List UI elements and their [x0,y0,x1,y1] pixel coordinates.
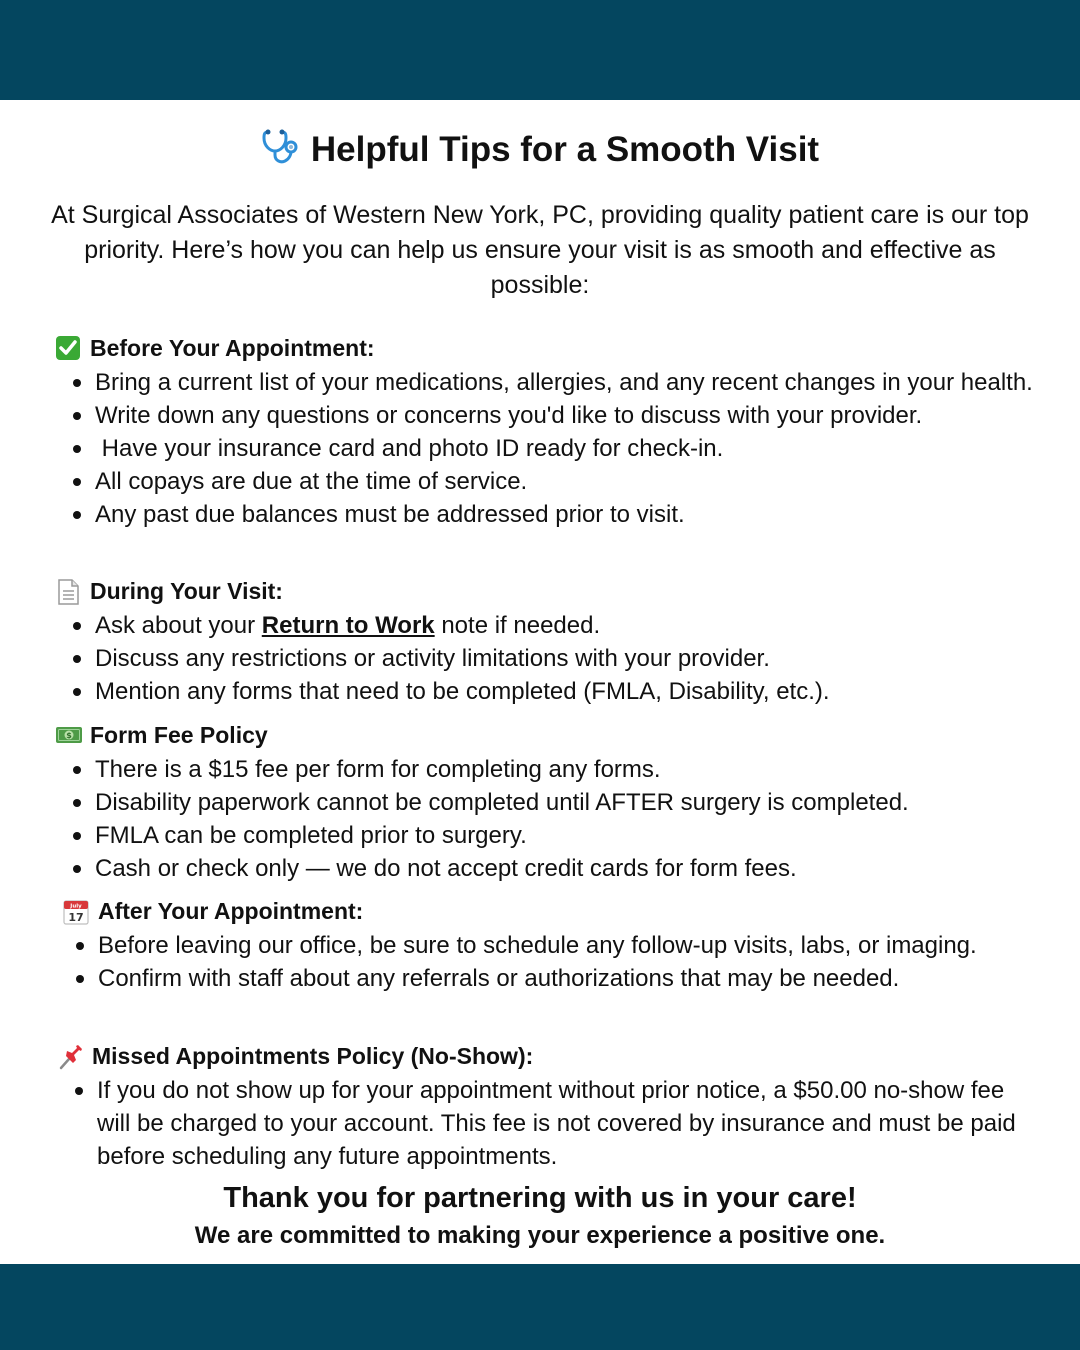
list-item: FMLA can be completed prior to surgery. [95,819,1080,852]
top-banner [0,0,1080,100]
list-item: Cash or check only — we do not accept credit cards for form fees. [95,852,1080,885]
list-item: Before leaving our office, be sure to schedule any follow-up visits, labs, or imaging. [98,929,1080,962]
after-list [98,929,1080,995]
thank-you-subheading: We are committed to making your experience a positive one. [194,1222,886,1249]
section-heading [0,576,1080,606]
list-item [95,609,1080,642]
dollar-bill-icon [55,723,81,747]
intro-paragraph: At Surgical Associates of Western New York, PC, providing quality patient care is our top priority. Here’s how you can help us ensure your visit is as smooth and effective as possible: [51,201,1029,299]
noshow-list [97,1074,1080,1173]
list-item: If you do not show up for your appointment without prior notice, a $50.00 no-show fee will be charged to your account. This fee is not covered by insurance and must be paid before scheduling any future appointments. [97,1074,1080,1173]
section-heading [0,896,1080,926]
calendar-icon [63,899,89,923]
check-mark-icon [55,336,81,360]
list-item: Any past due balances must be addressed prior to visit. [95,498,1080,531]
list-item: Bring a current list of your medications, allergies, and any recent changes in your health. [95,366,1080,399]
before-list [95,366,1080,531]
thank-you-heading: Thank you for partnering with us in your care! [223,1182,857,1214]
stethoscope-icon [261,129,299,176]
item-text: Ask about your [95,612,262,639]
section-during-visit [0,576,1080,708]
page-title [0,128,1080,176]
list-item: Mention any forms that need to be completed (FMLA, Disability, etc.). [95,675,1080,708]
document-icon [57,579,83,603]
pushpin-icon [57,1044,83,1068]
return-to-work-link[interactable]: Return to Work [261,612,435,639]
heading-during-visit: During Your Visit: [90,578,283,604]
calendar-day: 17 [68,911,84,924]
fees-list [95,753,1080,885]
bottom-banner [0,1264,1080,1350]
section-no-show-policy [0,1041,1080,1173]
heading-after-appointment: After Your Appointment: [98,898,364,924]
list-item: Have your insurance card and photo ID ready for check-in. [95,432,1080,465]
list-item: There is a $15 fee per form for completing any forms. [95,753,1080,786]
list-item: Discuss any restrictions or activity limitations with your provider. [95,642,1080,675]
heading-no-show-policy: Missed Appointments Policy (No-Show): [92,1043,534,1069]
title-text: Helpful Tips for a Smooth Visit [310,130,820,169]
list-item: All copays are due at the time of service. [95,465,1080,498]
calendar-month: July [70,903,82,910]
section-after-appointment [0,896,1080,995]
section-heading [0,333,1080,363]
during-list [95,609,1080,708]
section-heading [0,1041,1080,1071]
section-heading [0,720,1080,750]
list-item: Confirm with staff about any referrals or authorizations that may be needed. [98,962,1080,995]
list-item: Write down any questions or concerns you'd like to discuss with your provider. [95,399,1080,432]
item-text: note if needed. [434,612,601,639]
section-form-fee-policy [0,720,1080,885]
heading-form-fee-policy: Form Fee Policy [90,722,268,748]
list-item: Disability paperwork cannot be completed until AFTER surgery is completed. [95,786,1080,819]
svg-text:$: $ [66,731,72,740]
section-before-appointment [0,333,1080,531]
heading-before-appointment: Before Your Appointment: [90,335,375,361]
